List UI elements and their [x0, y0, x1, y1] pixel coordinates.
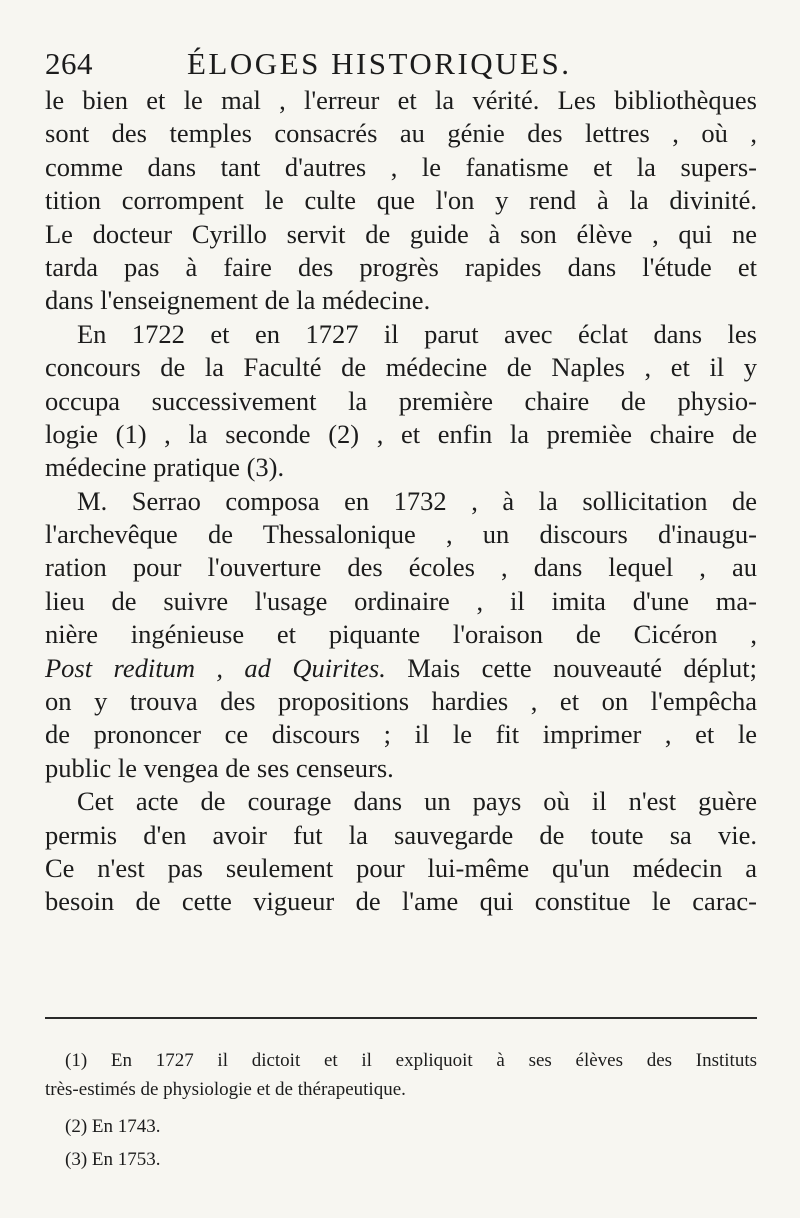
footnote-1-line-2: très-estimés de physiologie et de thérapeutique. [45, 1079, 406, 1100]
running-title: ÉLOGES HISTORIQUES. [187, 46, 572, 81]
text-line: dans l'enseignement de la médecine. [45, 285, 431, 316]
text-line: nière ingénieuse et piquante l'oraison de Cicéron , [45, 619, 757, 650]
text-line: le bien et le mal , l'erreur et la vérité. Les bibliothèques [45, 85, 757, 115]
text-line: Ce n'est pas seulement pour lui-même qu'un médecin a [45, 852, 757, 883]
text-line: permis d'en avoir fut la sauvegarde de toute sa vie. [45, 819, 757, 850]
footnote-divider [45, 1017, 757, 1019]
text-line: médecine pratique (3). [45, 452, 285, 483]
text-span: Mais cette nouveauté déplut; [385, 652, 757, 683]
text-line: concours de la Faculté de médecine de Naples , et il y [45, 352, 757, 383]
text-line: logie (1) , la seconde (2) , et enfin la premièe chaire de [45, 418, 757, 449]
text-line: public le vengea de ses censeurs. [45, 752, 394, 783]
text-line: lieu de suivre l'usage ordinaire , il imita d'une ma- [45, 585, 757, 616]
text-line: Cet acte de courage dans un pays où il n'est guère [77, 786, 757, 817]
footnote-spacer [45, 1104, 757, 1112]
text-line: l'archevêque de Thessalonique , un discours d'inaugu- [45, 519, 757, 550]
text-line: M. Serrao composa en 1732 , à la sollicitation de [77, 485, 757, 516]
text-line: tarda pas à faire des progrès rapides dans l'étude et [45, 251, 757, 282]
body-text [45, 84, 757, 919]
latin-title: Post reditum , ad Quirites. [45, 652, 386, 683]
page-number: 264 [45, 46, 93, 81]
text-line-with-italic [45, 652, 757, 685]
page-header [45, 44, 765, 84]
text-line: on y trouva des propositions hardies , et on l'empêcha [45, 686, 757, 717]
footnotes [45, 1046, 757, 1174]
footnote-3: (3) En 1753. [65, 1149, 161, 1170]
text-line: comme dans tant d'autres , le fanatisme et la supers- [45, 151, 757, 182]
text-line: ration pour l'ouverture des écoles , dans lequel , au [45, 552, 757, 583]
footnote-1-line-1: (1) En 1727 il dictoit et il expliquoit à ses élèves des Instituts [65, 1050, 757, 1071]
text-line: Le docteur Cyrillo servit de guide à son élève , qui ne [45, 218, 757, 249]
text-line: besoin de cette vigueur de l'ame qui constitue le carac- [45, 886, 757, 917]
text-line: de prononcer ce discours ; il le fit imprimer , et le [45, 719, 757, 750]
text-line: occupa successivement la première chaire de physio- [45, 385, 757, 416]
text-line: sont des temples consacrés au génie des lettres , où , [45, 118, 757, 149]
text-line: En 1722 et en 1727 il parut avec éclat dans les [77, 318, 757, 349]
text-line: tition corrompent le culte que l'on y rend à la divinité. [45, 185, 757, 216]
footnote-2: (2) En 1743. [65, 1116, 161, 1137]
